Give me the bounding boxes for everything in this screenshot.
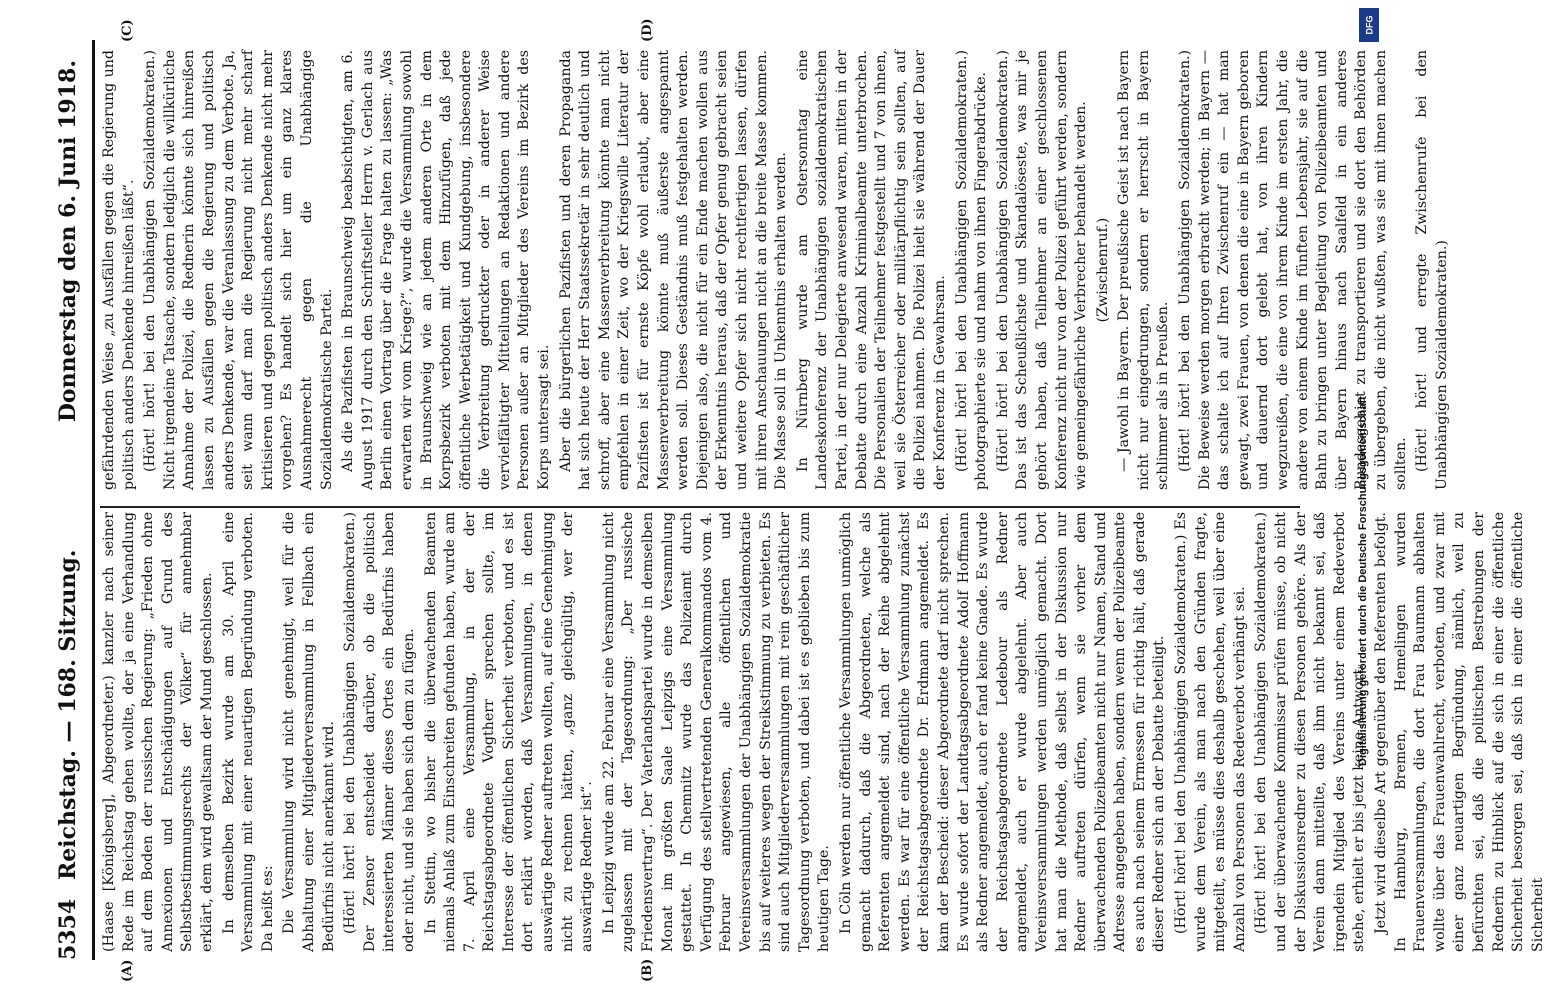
paragraph: Die Versammlung wird nicht genehmigt, weil für die Abhaltung einer Mitgliederversammlung in Fellbach ein Bedürfnis nicht anerkannt wird. [281, 512, 337, 952]
paragraph: (Hört! hört! bei den Unabhängigen Sozialdemokraten.) Das ist das Scheußlichste und Skandalöseste, was mir je gehört haben, daß Teilnehmer an einer geschlossenen Konferenz nicht nur von der Polizei geführt werden, sondern wie gemeingefährliche Verbrecher behandelt werden. [994, 50, 1090, 490]
paragraph: (Hört! hört! bei den Unabhängigen Sozialdemokraten.) und der überwachende Kommissar prüfen müsse, ob nicht der Diskussionsredner zu diesen Personen gehöre. Als der Verein dann mitteilte, daß ihm nicht bekannt sei, daß irgendein Mitglied des Vereins unter einem Redeverbot stehe, erhielt er bis jetzt keine Antwort. [1253, 512, 1368, 952]
paragraph: In Cöln werden nur öffentliche Versammlungen unmöglich gemacht dadurch, daß die Abgeordneten, welche als Referenten angemeldet sind, nach der Reihe abgelehnt werden. Es war für eine öffentliche Versammlung zunächst der Reichstagsabgeordnete Dr. Erdmann angemeldet. Es kam der Bescheid: dieser Abgeordnete darf nicht sprechen. Es wurde sofort der Landtagsabgeordnete Adolf Hoffmann als Redner angemeldet, auch er fand keine Gnade. Es wurde der Reichstagsabgeordnete Ledebour als Redner angemeldet, auch er wurde abgelehnt. Aber auch Vereinsversammlungen werden unmöglich gemacht. Dort hat man die Methode, daß selbst in der Diskussion nur Redner auftreten dürfen, wenn sie vorher dem überwachenden Polizeibeamten nicht nur Namen, Stand und Adresse angegeben haben, sondern wenn der Polizeibeamte es auch nach seinem Ermessen für richtig hält, daß gerade dieser Redner sich an der Debatte beteiligt. [837, 512, 1168, 952]
header-rule [92, 40, 95, 960]
digitization-credit [1357, 46, 1379, 766]
paragraph: (Haase [Königsberg], Abgeordneter.) kanzler nach seiner Rede im Reichstag gehen wollte, der ja eine Verhandlung auf dem Boden der russischen Regierung: „Frieden ohne Annexionen und Entschädigungen auf Grund des Selbstbestimmungsrechts der Völker“ für annehmbar erklärt, dem wird gewaltsam der Mund geschlossen. [101, 512, 215, 952]
running-heads [55, 60, 81, 880]
page-number: 5354 [55, 898, 81, 960]
left-running-head: Reichstag. — 168. Sitzung. [55, 549, 81, 880]
right-running-head: Donnerstag den 6. Juni 1918. [55, 60, 81, 423]
margin-marker-d: (D) [640, 18, 655, 42]
credit-text: Digitalisierung gefördert durch die Deutsche Forschungsgemeinschaft [1357, 396, 1369, 766]
paragraph: (Hört! hört! und erregte Zwischenrufe bei den Unabhängigen Sozialdemokraten.) [1414, 50, 1450, 490]
paragraph: Aber die bürgerlichen Pazifisten und deren Propaganda hat sich heute der Herr Staatssekretär in sehr deutlich und schroff, aber eine Massenverbreitung könnte man nicht empfehlen in einer Zeit, wo der Kriegswille Literatur der Pazifisten ist für ernste Köpfe wohl erlaubt, aber eine Massenverbreitung könnte muß äußerste angespannt werden soll. Dieses Geständnis muß festgehalten werden. Diejenigen also, die nicht für ein Ende machen wollen aus der Erkenntnis heraus, daß der Opfer genug gebracht seien und weitere Opfer sich nicht rechtfertigen lassen, dürfen mit ihren Anschauungen nicht an die breite Masse kommen. Die Masse soll in Unkenntnis erhalten werden. [557, 50, 790, 490]
paragraph: (Hört! hört! bei den Unabhängigen Sozialdemokraten.) Die Beweise werden morgen erbracht werden; in Bayern — das schalte ich auf Ihren Zwischenruf ein — hat man gewagt, zwei Frauen, von denen die eine in Bayern geboren und dauernd dort gelebt hat, von ihren Kindern wegzureißen, die eine von ihrem Kinde im ersten Jahr, die andere von einem Kinde im fünften Lebensjahr, sie auf die Bahn zu bringen unter Begleitung von Polizeibeamten und über Bayern hinaus nach Saalfeld in ein anderes Bundesgebiet zu transportieren und sie dort den Behörden zu übergeben, die nicht wußten, was sie mit ihnen machen sollten. [1177, 50, 1409, 490]
paragraph: In demselben Bezirk wurde am 30. April eine Versammlung mit einer neuartigen Begründung verboten. Da heißt es: [220, 512, 276, 952]
margin-marker-a: (A) [120, 959, 135, 982]
margin-marker-c: (C) [120, 19, 135, 42]
paragraph: — Jawohl in Bayern. Der preußische Geist ist nach Bayern nicht nur eingedrungen, sondern er herrscht in Bayern schlimmer als in Preußen. [1116, 50, 1172, 490]
paragraph: (Hört! hört! bei den Unabhängigen Sozialdemokraten.) Nicht irgendeine Tatsache, sondern lediglich die willkürliche Annahme der Polizei, die Rednerin könnte sich hinreißen lassen zu Ausfällen gegen die Regierung und politisch anders Denkende, war die Veranlassung zu dem Verbote. Ja, seit wann darf man die Regierung nicht mehr scharf kritisieren und gegen politisch anders Denkende nicht mehr vorgehen? Es handelt sich hier um ein ganz klares Ausnahmerecht gegen die Unabhängige Sozialdemokratische Partei. [142, 50, 335, 490]
paragraph: (Hört! hört! bei den Unabhängigen Sozialdemokraten.) Es wurde dem Verein, als man nach den Gründen fragte, mitgeteilt, es müsse dies deshalb geschehen, weil über eine Anzahl von Personen das Redeverbot verhängt sei. [1173, 512, 1248, 952]
dfg-logo-text: DFG [1364, 15, 1374, 35]
dfg-logo [1359, 8, 1379, 42]
paragraph: Jetzt wird dieselbe Art gegenüber den Referenten befolgt. In Hamburg, Bremen, Hemelingen wurden Frauenversammlungen, die dort Frau Baumann abhalten wollte über das Frauenwahlrecht, verboten, und zwar mit einer ganz neuartigen Begründung, nämlich, weil zu befürchten sei, daß die politischen Bestrebungen der Rednerin zu Hinblick auf die sich in einer die öffentliche Sicherheit besorgen sei, daß sich in einer die öffentliche Sicherheit [1373, 512, 1546, 952]
page-header [48, 60, 88, 960]
paragraph: In Nürnberg wurde am Ostersonntag eine Landeskonferenz der Unabhängigen sozialdemokratischen Partei, in der nur Delegierte anwesend waren, mitten in der Debatte durch eine Anzahl Kriminalbeamte unterbrochen. Die Personalien der Teilnehmer festgestellt und 7 von ihnen, weil sie Österreicher oder militärpflichtig sein sollten, auf die Polizei nahmen. Die Polizei hielt sie während der Dauer der Konferenz in Gewahrsam. [794, 50, 948, 490]
paragraph: (Hört! hört! bei den Unabhängigen Sozialdemokraten.) Der Zensor entscheidet darüber, ob die politisch interessierten Männer dieses Ortes ein Bedürfnis haben oder nicht, und sie haben sich dem zu fügen. [342, 512, 417, 952]
paragraph: In Leipzig wurde am 22. Februar eine Versammlung nicht zugelassen mit der Tagesordnung: „Der russische Friedensvertrag“. Der Vaterlandspartei wurde in demselben Monat im größten Saale Leipzigs eine Versammlung gestattet. In Chemnitz wurde das Polizeiamt durch Verfügung des stellvertretenden Generalkommandos vom 4. Februar angewiesen, alle öffentlichen und Vereinsversammlungen der Unabhängigen Sozialdemokratie bis auf weiteres wegen der Streikstimmung zu verbieten. Es sind auch Mitgliederversammlungen mit rein geschäftlicher Tagesordnung verboten, und dabei ist es geblieben bis zum heutigen Tage. [600, 512, 833, 952]
right-column [100, 50, 1450, 490]
column-divider [100, 507, 1300, 509]
paragraph: (Zwischenruf.) [1094, 217, 1111, 323]
margin-marker-b: (B) [640, 958, 655, 982]
paragraph: In Stettin, wo bisher die überwachenden Beamten niemals Anlaß zum Einschreiten gefunden haben, wurde am 7. April eine Versammlung, in der der Reichstagsabgeordnete Vogtherr sprechen sollte, im Interesse der öffentlichen Sicherheit verboten, und es ist dort erklärt worden, daß Versammlungen, in denen auswärtige Redner auftreten wollten, auf eine Genehmigung nicht zu rechnen hätten, „ganz gleichgültig, wer der auswärtige Redner ist“. [422, 512, 596, 952]
paragraph: Als die Pazifisten in Braunschweig beabsichtigten, am 6. August 1917 durch den Schriftsteller Herrn v. Gerlach aus Berlin einen Vortrag über die Frage halten zu lassen: „Was erwarten wir vom Kriege?“, wurde die Versammlung sowohl in Braunschweig wie an jedem anderen Orte in dem Korpsbezirk verboten mit dem Hinzufügen, daß jede öffentliche Werbetätigkeit und Kundgebung, insbesondere die Verbreitung gedruckter oder in anderer Weise vervielfältigter Mitteilungen an Redaktionen und andere Personen außer an Mitglieder des Vereins im Bezirk des Korps untersagt sei. [340, 50, 553, 490]
paragraph: gefährdenden Weise „zu Ausfällen gegen die Regierung und politisch anders Denkende hinreißen läßt“. [101, 50, 137, 490]
paragraph: (Hört! hört! bei den Unabhängigen Sozialdemokraten.) photographierte sie und nahm von ihnen Fingerabdrücke. [953, 50, 990, 490]
